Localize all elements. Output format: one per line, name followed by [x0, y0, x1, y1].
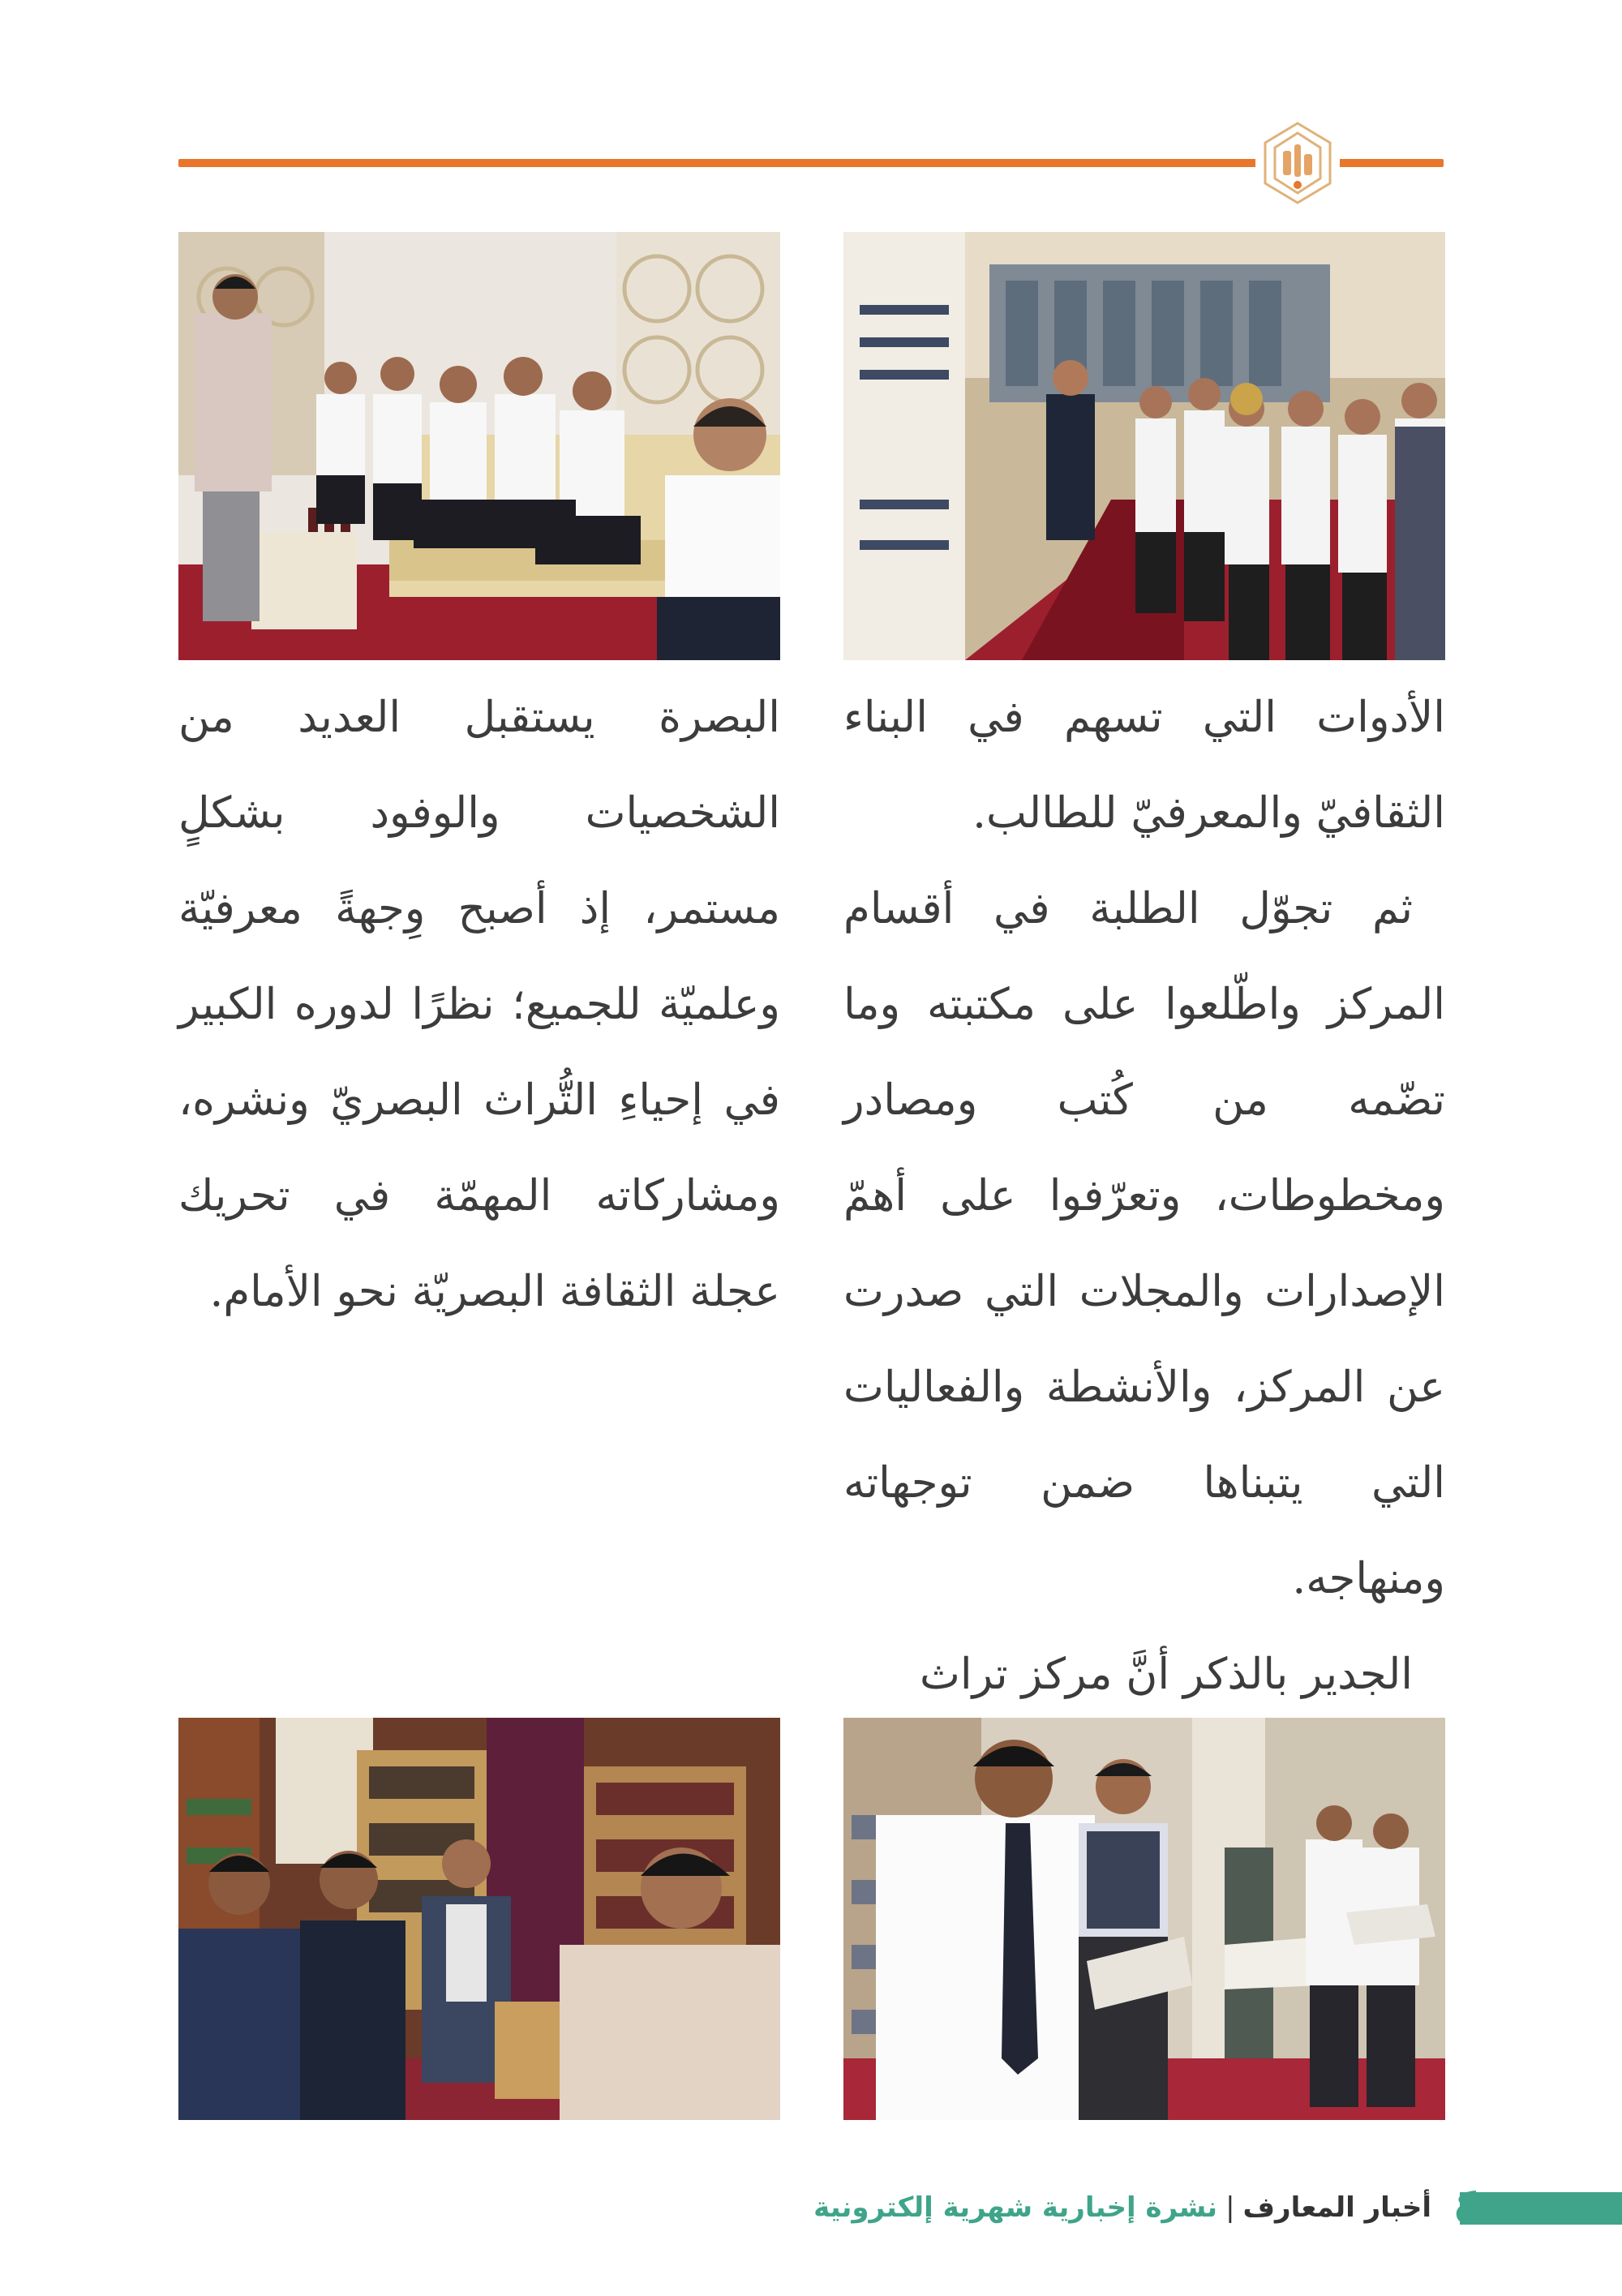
paragraph-tour: ثم تجوّل الطلبة في أقسام المركز واطّلعوا على مكتبته وما تضّمه من كُتب ومصادر ومخطوطات، وتعرّفوا على أهمّ الإصدارات والمجلات التي صدرت عن المركز، والأنشطة والفعاليات التي يتبناها ضمن توجهاته ومنهاجه. [843, 884, 1445, 1603]
paragraph-note-start: الجدير بالذكر أنَّ مركز تراث [920, 1650, 1413, 1699]
photo-group-in-office [178, 1718, 780, 2120]
page-number: ٤ [1453, 2176, 1483, 2235]
footer-publication-line [813, 2183, 1431, 2232]
article-column-left [178, 670, 780, 1340]
header-rule [178, 159, 1444, 167]
publication-tagline: نشرة إخبارية شهرية إلكترونية [813, 2191, 1218, 2224]
article-column-right [843, 670, 1445, 1723]
paragraph-continued: الأدوات التي تسهم في البناء الثقافيّ والمعرفيّ للطالب. [843, 693, 1445, 838]
paragraph-center-role: البصرة يستقبل العديد من الشخصيات والوفود بشكلٍ مستمر، إذ أصبح وِجهةً معرفيّة وعلميّة للجميع؛ نظرًا لدوره الكبير في إحياءِ التُّراث البصريّ ونشره، ومشاركاته المهمّة في تحريك عجلة الثقافة البصريّة نحو الأمام. [178, 693, 780, 1316]
ornamental-emblem-icon [1255, 118, 1340, 208]
photo-students-touring-library [843, 232, 1445, 660]
photo-host-greeting-students [178, 232, 780, 660]
photo-students-reading [843, 1718, 1445, 2120]
footer-separator: | [1225, 2191, 1235, 2224]
publication-name: أخبار المعارف [1242, 2191, 1431, 2224]
